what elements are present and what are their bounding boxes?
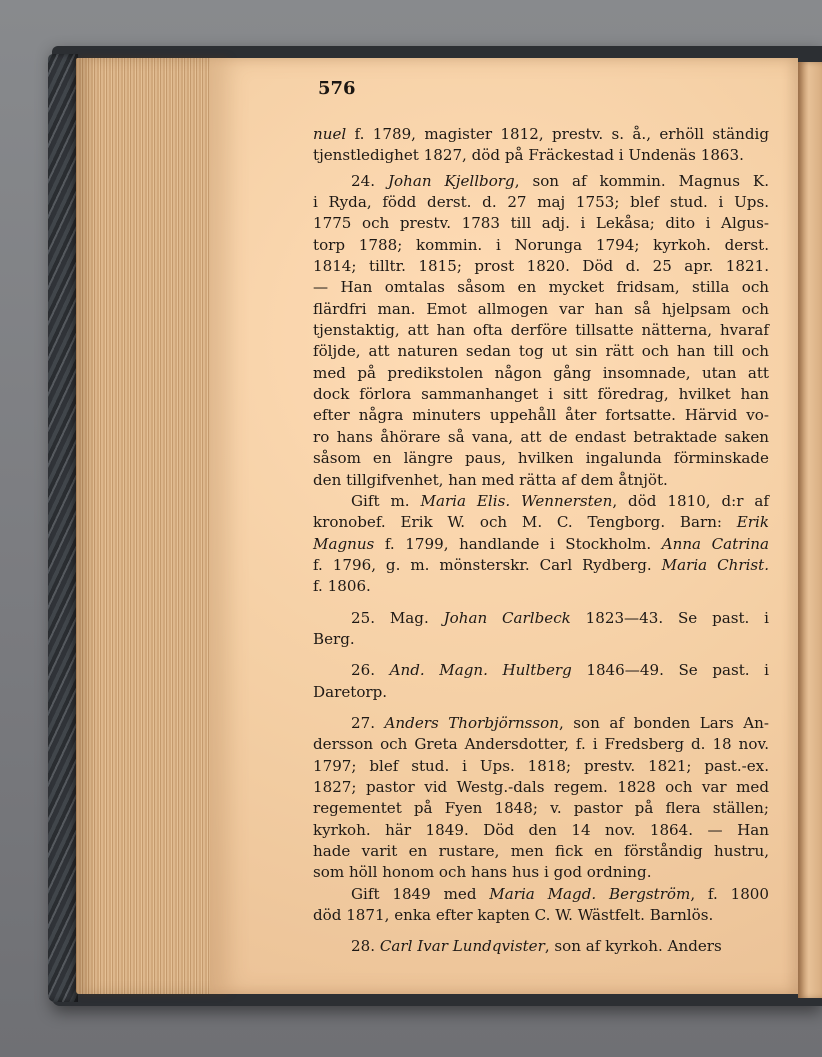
italic-name-text: And. Magn. Hultberg: [389, 661, 572, 680]
body-text: , son af bonden Lars An-: [558, 713, 769, 732]
text-line: [313, 491, 769, 512]
body-text: död 1871, enka efter kapten C. W. Wästfelt. Barnlös.: [313, 906, 714, 925]
entry-gap: [313, 926, 769, 936]
text-line: [313, 235, 769, 256]
body-text: 1775 och prestv. 1783 till adj. i Lekåsa; dito i Algus-: [313, 214, 769, 233]
text-line: [313, 299, 769, 320]
text-line: [313, 405, 769, 426]
body-text: 1823—43. Se past. i: [570, 608, 770, 627]
entry-gap: [313, 650, 769, 660]
text-line: [313, 277, 769, 298]
italic-name-text: Erik: [736, 513, 769, 532]
text-line: [313, 512, 769, 533]
body-text: — Han omtalas såsom en mycket fridsam, stilla och: [313, 278, 769, 297]
body-text: dock förlora sammanhanget i sitt föredrag, hvilket han: [313, 385, 769, 404]
text-line: [313, 470, 769, 491]
text-line: [313, 213, 769, 234]
text-line: [313, 884, 769, 905]
body-text: i Ryda, född derst. d. 27 maj 1753; blef stud. i Ups.: [313, 193, 769, 212]
body-text: dersson och Greta Andersdotter, f. i Fredsberg d. 18 nov.: [313, 735, 769, 754]
body-text: torp 1788; kommin. i Norunga 1794; kyrkoh. derst.: [313, 235, 769, 254]
body-text: flärdfri man. Emot allmogen var han så hjelpsam och: [313, 299, 769, 318]
stacked-page-edges: [76, 58, 226, 994]
text-line: [313, 629, 769, 650]
entry-gap: [313, 703, 769, 713]
text-line: [313, 320, 769, 341]
text-line: [313, 905, 769, 926]
text-line: [313, 192, 769, 213]
text-line: [313, 777, 769, 798]
text-line: [313, 798, 769, 819]
text-line: [313, 841, 769, 862]
italic-name-text: Maria Magd. Bergström: [489, 884, 691, 903]
body-text: , f. 1800: [690, 884, 770, 903]
text-line: [313, 555, 769, 576]
body-text: Gift 1849 med: [351, 884, 490, 903]
body-text: , död 1810, d:r af: [612, 491, 769, 510]
body-text: såsom en längre paus, hvilken ingalunda förminskade: [313, 449, 769, 468]
body-text: kyrkoh. här 1849. Död den 14 nov. 1864. — Han: [313, 820, 769, 839]
body-text: Gift m.: [351, 491, 421, 510]
body-text: 1797; blef stud. i Ups. 1818; prestv. 1821; past.-ex.: [313, 756, 769, 775]
text-line: [313, 534, 769, 555]
text-line: [313, 171, 769, 192]
italic-name-text: Anna Catrina: [661, 534, 769, 553]
body-text: Daretorp.: [313, 682, 388, 701]
body-text: ro hans åhörare så vana, att de endast betraktade saken: [313, 427, 769, 446]
text-line: [313, 124, 769, 145]
body-text: 1827; pastor vid Westg.-dals regem. 1828 och var med: [313, 777, 769, 796]
entry-gap: [313, 598, 769, 608]
italic-name-text: Johan Carlbeck: [443, 608, 571, 627]
text-line: [313, 734, 769, 755]
text-line: [313, 756, 769, 777]
text-line: [313, 384, 769, 405]
body-text: den tillgifvenhet, han med rätta af dem åtnjöt.: [313, 470, 668, 489]
text-line: [313, 936, 769, 957]
body-text: f. 1796, g. m. mönsterskr. Carl Rydberg.: [313, 555, 662, 574]
body-text: kronobef. Erik W. och M. C. Tengborg. Barn:: [313, 513, 737, 532]
body-text: f. 1789, magister 1812, prestv. s. å., erhöll ständig: [346, 125, 769, 143]
body-text: , son af kommin. Magnus K.: [514, 171, 769, 190]
body-text: 26.: [351, 661, 390, 680]
text-line: [313, 448, 769, 469]
body-text: följde, att naturen sedan tog ut sin rätt och han till och: [313, 342, 769, 361]
body-text: 28.: [351, 937, 380, 956]
body-text: 27.: [351, 713, 385, 732]
italic-name-text: Maria Christ.: [661, 555, 770, 574]
text-line: [313, 363, 769, 384]
right-page-edge: [798, 62, 822, 998]
book-cover-board: [48, 54, 78, 1002]
page-text-block: [313, 124, 769, 958]
text-line: [313, 427, 769, 448]
body-text: tjenstaktig, att han ofta derföre tillsatte nätterna, hvaraf: [313, 321, 769, 340]
body-text: 1846—49. Se past. i: [571, 661, 770, 680]
italic-name-text: Magnus: [313, 534, 375, 553]
body-text: f. 1806.: [313, 577, 371, 596]
italic-name-text: Maria Elis. Wennersten: [420, 491, 613, 510]
text-line: [313, 713, 769, 734]
body-text: 25. Mag.: [351, 608, 444, 627]
body-text: efter några minuters uppehåll åter fortsatte. Härvid vo-: [313, 406, 769, 425]
text-line: [313, 145, 769, 166]
body-text: f. 1799, handlande i Stockholm.: [374, 534, 662, 553]
italic-name-text: nuel: [313, 125, 347, 143]
text-line: [313, 660, 769, 681]
body-text: Berg.: [313, 629, 355, 648]
italic-name-text: Carl Ivar Lundqvister: [379, 937, 545, 956]
italic-name-text: Anders Thorbjörnsson: [384, 713, 559, 732]
body-text: hade varit en rustare, men fick en förståndig hustru,: [313, 842, 769, 860]
body-text: tjenstledighet 1827, död på Fräckestad i Undenäs 1863.: [313, 146, 744, 165]
text-line: [313, 682, 769, 703]
body-text: med på predikstolen någon gång insomnade, utan att: [313, 363, 769, 382]
text-line: [313, 608, 769, 629]
text-line: [313, 576, 769, 597]
text-line: [313, 256, 769, 277]
body-text: regementet på Fyen 1848; v. pastor på flera ställen;: [313, 799, 769, 818]
text-line: [313, 862, 769, 883]
body-text: , son af kyrkoh. Anders: [544, 937, 722, 956]
text-line: [313, 341, 769, 362]
text-line: [313, 820, 769, 841]
body-text: 1814; tilltr. 1815; prost 1820. Död d. 25 apr. 1821.: [313, 257, 769, 276]
body-text: som höll honom och hans hus i god ordning.: [313, 863, 652, 882]
italic-name-text: Johan Kjellborg: [387, 171, 515, 190]
page-number: 576: [318, 78, 356, 99]
body-text: 24.: [351, 171, 388, 190]
